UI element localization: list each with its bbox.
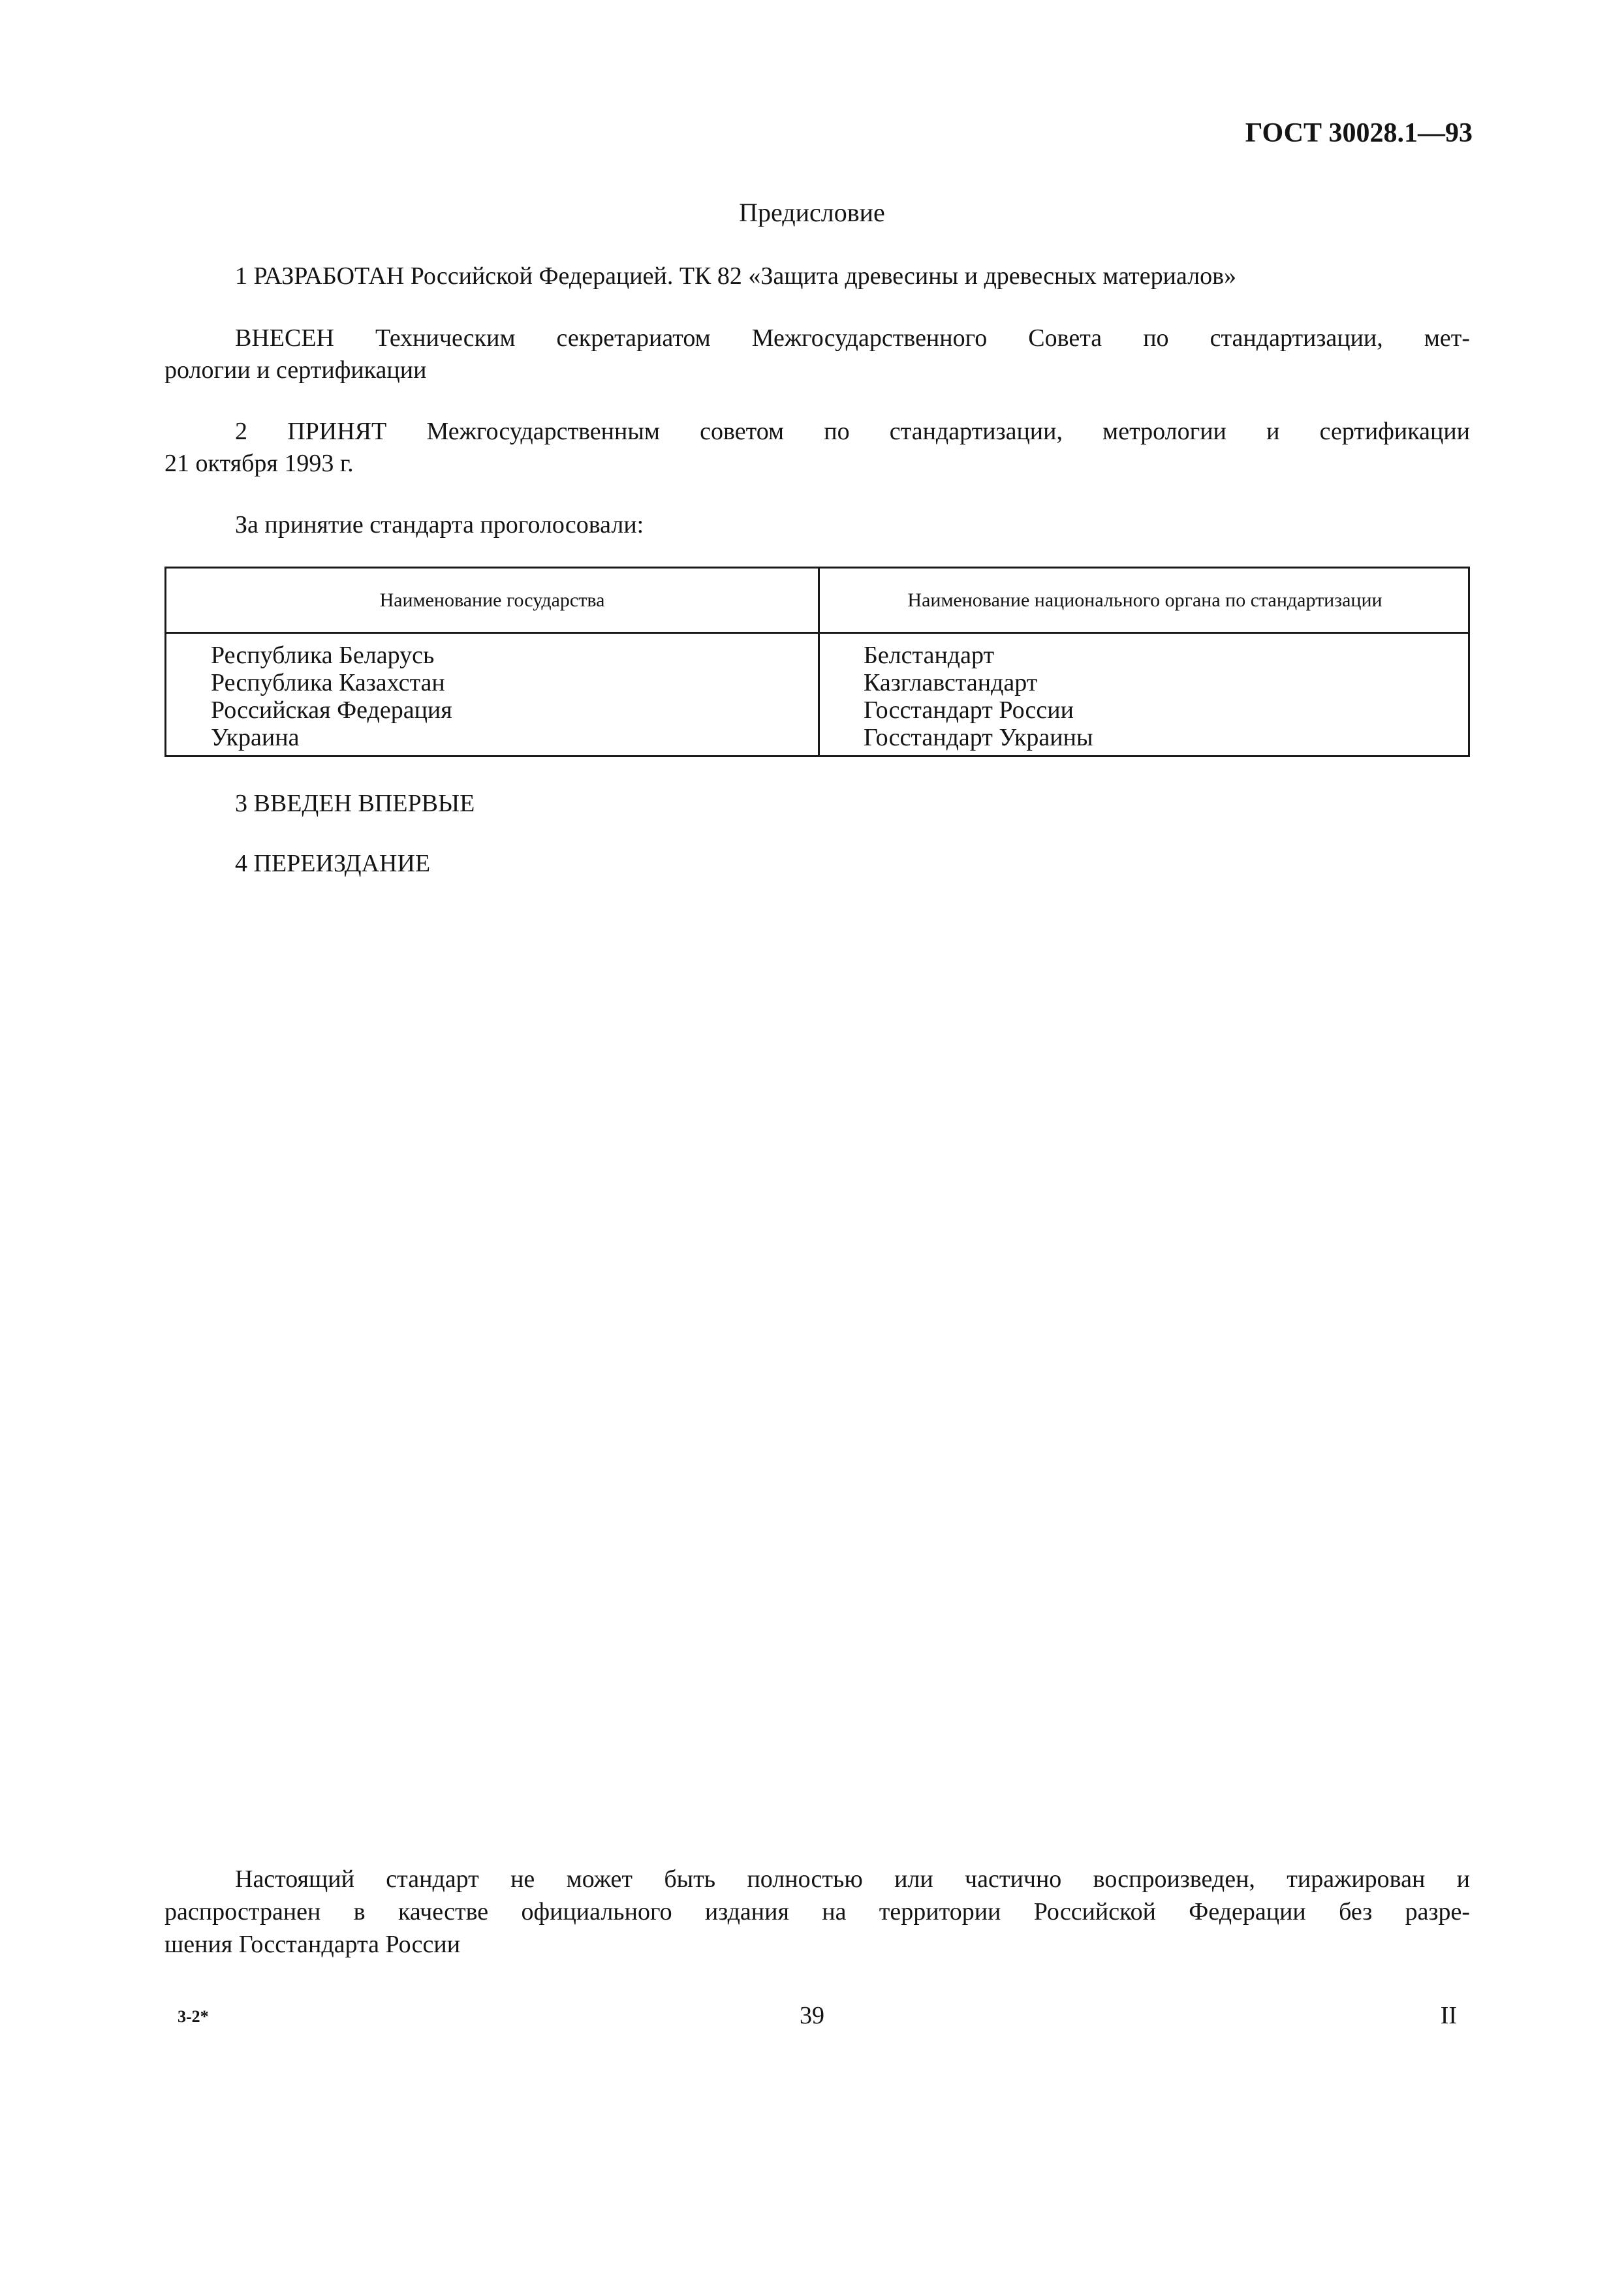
table-cell-standards-body: Госстандарт России bbox=[864, 696, 1074, 724]
print-mark: 3-2* bbox=[178, 2007, 209, 2026]
table-header-divider bbox=[166, 632, 1468, 634]
item-2-adopted-line-2: 21 октября 1993 г. bbox=[164, 450, 354, 477]
item-4-reissue: 4 ПЕРЕИЗДАНИЕ bbox=[235, 850, 431, 877]
item-1-developed: 1 РАЗРАБОТАН Российской Федерацией. ТК 82 «Защита древесины и древесных материалов» bbox=[235, 262, 1237, 290]
notice-line-3: шения Госстандарта России bbox=[164, 1931, 461, 1958]
page-number: 39 bbox=[800, 2002, 824, 2029]
notice-line-1: Настоящий стандарт не может быть полностью или частично воспроизведен, тиражирован и bbox=[235, 1865, 1470, 1893]
notice-line-2: распространен в качестве официального издания на территории Российской Федерации без разре- bbox=[164, 1898, 1470, 1925]
table-cell-state: Республика Казахстан bbox=[211, 669, 445, 696]
vnesen-line-2: рологии и сертификации bbox=[164, 356, 427, 384]
table-header-standards-body: Наименование национального органа по стандартизации bbox=[907, 589, 1382, 611]
table-header-state: Наименование государства bbox=[379, 589, 605, 611]
table-cell-standards-body: Госстандарт Украины bbox=[864, 724, 1093, 751]
voted-intro: За принятие стандарта проголосовали: bbox=[235, 511, 644, 538]
table-cell-state: Украина bbox=[211, 724, 300, 751]
table-cell-standards-body: Казглавстандарт bbox=[864, 669, 1038, 696]
item-3-introduced: 3 ВВЕДЕН ВПЕРВЫЕ bbox=[235, 790, 475, 817]
preface-title: Предисловие bbox=[739, 198, 885, 227]
table-cell-standards-body: Белстандарт bbox=[864, 642, 995, 669]
table-cell-state: Республика Беларусь bbox=[211, 642, 435, 669]
standard-code: ГОСТ 30028.1—93 bbox=[1245, 118, 1473, 148]
vnesen-line-1: ВНЕСЕН Техническим секретариатом Межгосударственного Совета по стандартизации, мет- bbox=[235, 324, 1470, 352]
roman-page-mark: II bbox=[1440, 2002, 1457, 2029]
table-cell-state: Российская Федерация bbox=[211, 696, 452, 724]
voting-table bbox=[164, 567, 1470, 757]
states-column bbox=[211, 642, 452, 751]
item-2-adopted-line-1: 2 ПРИНЯТ Межгосударственным советом по стандартизации, метрологии и сертификации bbox=[235, 418, 1470, 445]
standards-bodies-column bbox=[864, 642, 1093, 751]
